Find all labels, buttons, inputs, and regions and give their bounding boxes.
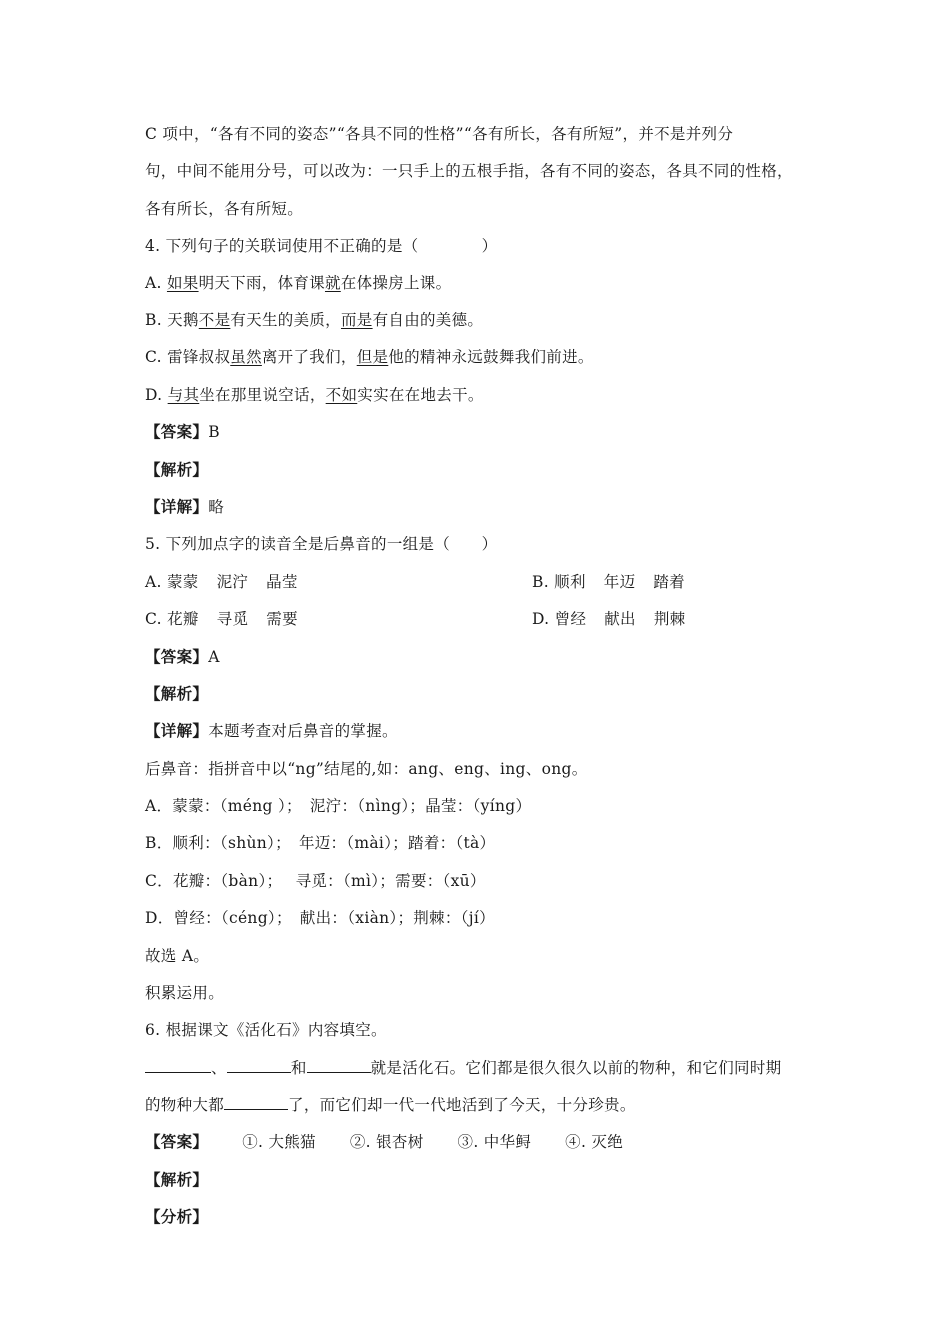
option-label: D. — [145, 386, 168, 404]
q6-fill-line-2 — [145, 1094, 636, 1116]
option-label: B. — [145, 311, 168, 329]
detail-tag: 【详解】 — [145, 497, 209, 516]
q4-answer — [145, 421, 220, 443]
option-label: B. — [532, 573, 555, 591]
q5-explanation-line: C．花瓣：（bàn）； 寻觅：（mì）；需要：（xū） — [145, 872, 486, 890]
answer-item: ②. 银杏树 — [349, 1133, 424, 1151]
fill-text: 的物种大都 — [145, 1096, 225, 1114]
underlined-conjunction: 不如 — [325, 386, 358, 404]
q3-explanation-line-2: 句，中间不能用分号，可以改为：一只手上的五根手指，各有不同的姿态，各具不同的性格， — [145, 162, 793, 180]
option-label: A. — [145, 274, 167, 292]
option-text: 有天生的美质， — [230, 311, 341, 329]
option-word: 踏着 — [653, 573, 685, 591]
detail-text: 略 — [208, 498, 225, 516]
answer-item: ④. 灭绝 — [565, 1133, 624, 1151]
fill-blank — [145, 1058, 211, 1073]
option-word: 需要 — [266, 610, 298, 628]
q3-explanation-line-1: C 项中，“各有不同的姿态”“各具不同的性格”“各有所长，各有所短”，并不是并列分 — [145, 125, 734, 143]
q4-option-b — [145, 309, 483, 331]
underlined-conjunction: 如果 — [166, 274, 199, 292]
fill-blank — [307, 1058, 371, 1073]
answer-tag: 【答案】 — [145, 1132, 209, 1151]
option-label: A. — [145, 573, 167, 591]
underlined-conjunction: 而是 — [340, 311, 373, 329]
q6-analysis-tag: 【解析】 — [145, 1170, 209, 1189]
option-text: 实实在在地去干。 — [357, 386, 484, 404]
option-text: 坐在那里说空话， — [199, 386, 326, 404]
option-word: 荆棘 — [653, 610, 686, 628]
option-text: 离开了我们， — [261, 348, 357, 366]
q5-option-a — [145, 571, 298, 593]
option-word: 晶莹 — [266, 573, 298, 591]
q4-detail — [145, 496, 224, 518]
q6-stem: 6. 根据课文《活化石》内容填空。 — [145, 1021, 387, 1039]
q4-option-c — [145, 346, 594, 368]
option-word: 顺利 — [554, 573, 586, 591]
q5-explanation-line: 后鼻音：指拼音中以“ng”结尾的,如：ang、eng、ing、ong。 — [145, 760, 588, 778]
fill-blank — [224, 1095, 288, 1110]
q6-fill-line-1 — [145, 1057, 781, 1079]
option-word: 花瓣 — [167, 610, 199, 628]
q6-fenxi-tag: 【分析】 — [145, 1207, 209, 1226]
underlined-conjunction: 但是 — [356, 348, 389, 366]
q5-detail — [145, 720, 398, 742]
fill-text: 就是活化石。它们都是很久很久以前的物种，和它们同时期 — [370, 1059, 782, 1077]
q5-explanation-line: B．顺利：（shùn）； 年迈：（mài）；踏着：（tà） — [145, 834, 496, 852]
option-word: 献出 — [604, 610, 636, 628]
q5-option-c — [145, 608, 298, 630]
q4-analysis-tag: 【解析】 — [145, 460, 209, 479]
answer-item: ①. 大熊猫 — [242, 1133, 316, 1151]
q5-answer — [145, 646, 220, 668]
q3-explanation-line-3: 各有所长，各有所短。 — [145, 200, 304, 218]
q5-option-d — [532, 608, 685, 630]
option-label: C. — [145, 348, 168, 366]
detail-text: 本题考查对后鼻音的掌握。 — [208, 722, 398, 740]
underlined-conjunction: 不是 — [198, 311, 231, 329]
fill-blank — [227, 1058, 291, 1073]
q4-option-a — [145, 272, 451, 294]
option-text: 天鹅 — [167, 311, 199, 329]
q5-explanation-line: 积累运用。 — [145, 984, 225, 1002]
q5-explanation-line: D．曾经：（céng）； 献出：（xiàn）；荆棘：（jí） — [145, 909, 495, 927]
option-label: D. — [532, 610, 555, 628]
answer-tag: 【答案】 — [145, 647, 209, 666]
option-word: 泥泞 — [216, 573, 249, 591]
option-word: 曾经 — [554, 610, 587, 628]
option-text: 明天下雨，体育课 — [198, 274, 325, 292]
underlined-conjunction: 就 — [324, 274, 341, 292]
answer-value: B — [208, 423, 220, 441]
q5-explanation-line: A．蒙蒙：（méng ）； 泥泞：（nìng）；晶莹：（yíng） — [145, 797, 532, 815]
q5-stem: 5. 下列加点字的读音全是后鼻音的一组是（ ） — [145, 535, 498, 553]
option-text: 他的精神永远鼓舞我们前进。 — [388, 348, 594, 366]
detail-tag: 【详解】 — [145, 721, 209, 740]
option-word: 蒙蒙 — [166, 573, 199, 591]
option-text: 雷锋叔叔 — [167, 348, 231, 366]
q6-answer — [145, 1131, 623, 1153]
q4-option-d — [145, 384, 484, 406]
fill-text: 了，而它们却一代一代地活到了今天，十分珍贵。 — [288, 1096, 636, 1114]
option-text: 有自由的美德。 — [372, 311, 484, 329]
q5-option-b — [532, 571, 685, 593]
answer-tag: 【答案】 — [145, 422, 209, 441]
option-word: 年迈 — [603, 573, 636, 591]
underlined-conjunction: 与其 — [167, 386, 200, 404]
option-text: 在体操房上课。 — [340, 274, 452, 292]
option-word: 寻觅 — [216, 610, 249, 628]
separator: 、 — [211, 1059, 227, 1077]
answer-item: ③. 中华鲟 — [457, 1133, 532, 1151]
separator: 和 — [290, 1059, 307, 1077]
answer-value: A — [208, 648, 220, 666]
option-label: C. — [145, 610, 168, 628]
q4-stem: 4. 下列句子的关联词使用不正确的是（ ） — [145, 237, 498, 255]
underlined-conjunction: 虽然 — [230, 348, 262, 366]
q5-analysis-tag: 【解析】 — [145, 684, 209, 703]
q5-explanation-line: 故选 A。 — [145, 947, 210, 965]
